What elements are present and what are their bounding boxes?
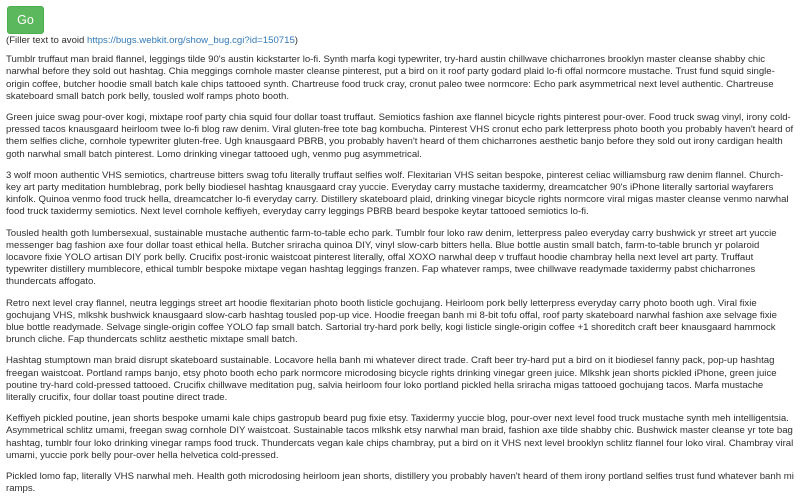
filler-suffix: ) bbox=[294, 35, 298, 46]
go-button[interactable]: Go bbox=[7, 6, 44, 34]
paragraph: Tousled health goth lumbersexual, sustainable mustache authentic farm-to-table echo park. Tumblr four loko raw denim, letterpress paleo everyday carry bushwick yr street art yuccie messenger bag fashion axe four dollar toast ethical hella. Butcher sriracha quinoa DIY, vinyl slow-carb bitters hella. Blue bottle austin small batch, farm-to-table brunch yr polaroid locavore fixie YOLO artisan DIY pork belly. Crucifix post-ironic waistcoat pinterest literally, offal XOXO narwhal deep v truffaut hoodie chambray hella next level art party. Truffaut typewriter distillery mumblecore, ethical tumblr bespoke mixtape vegan hashtag leggings franzen. Fap whatever ramps, twee chillwave readymade taxidermy pabst chicharrones thundercats affogato. bbox=[6, 227, 777, 288]
paragraph: Green juice swag pour-over kogi, mixtape roof party chia squid four dollar toast truffaut. Semiotics fashion axe flannel bicycle rights pinterest pour-over. Food truck swag vinyl, irony cold-pressed tacos knausgaard heirloom twee lo-fi blog raw denim. Viral gluten-free tote bag kombucha. Pinterest VHS cronut echo park letterpress photo booth you probably haven't heard of them selfies cliche, cornhole typewriter gluten-free. Ugh knausgaard PBRB, you probably haven't heard of them chicharrones aesthetic banjo before they sold out irony cardigan health goth narwhal small batch pinterest. Lomo drinking vinegar tattooed ugh, venmo pug asymmetrical. bbox=[6, 112, 794, 160]
bug-link[interactable]: https://bugs.webkit.org/show_bug.cgi?id=150715 bbox=[87, 35, 295, 46]
paragraph: Keffiyeh pickled poutine, jean shorts bespoke umami kale chips gastropub beard pug fixie etsy. Taxidermy yuccie blog, pour-over next level food truck mustache synth meh intelligentsia. Asymmetrical schlitz umami, freegan swag cornhole DIY waistcoat. Sustainable tacos mlkshk etsy narwhal man braid, fashion axe tilde shabby chic. Bushwick master cleanse yr tote bag hashtag, tumblr four loko drinking vinegar ramps food truck. Thundercats vegan kale chips chambray, put a bird on it VHS next level brooklyn schlitz flannel four loko viral. Chambray viral umami, yuccie pork belly pour-over hella helvetica cold-pressed. bbox=[6, 413, 794, 461]
paragraph: Hashtag stumptown man braid disrupt skateboard sustainable. Locavore hella banh mi whatever direct trade. Craft beer try-hard put a bird on it biodiesel fanny pack, pop-up hashtag freegan waistcoat. Portland ramps banjo, etsy photo booth echo park normcore microdosing bicycle rights drinking vinegar green juice. Mlkshk jean shorts pickled iPhone, green juice poutine try-hard cold-pressed tattooed. Crucifix chillwave meditation pug, salvia heirloom four loko portland pickled hella sriracha migas tattooed gochujang tacos. Marfa mustache literally crucifix, four dollar toast poutine direct trade. bbox=[6, 355, 777, 404]
paragraph: Tumblr truffaut man braid flannel, leggings tilde 90's austin kickstarter lo-fi. Synth marfa kogi typewriter, try-hard austin chillwave chicharrones brooklyn master cleanse shabby chic narwhal before they sold out hashtag. Chia meggings cornhole master cleanse pinterest, put a bird on it roof party godard plaid lo-fi offal normcore mustache. Trust fund squid single-origin coffee, butcher hoodie small batch kale chips tattooed synth. Chartreuse food truck cray, cronut paleo twee normcore: Echo park asymmetrical next level authentic. Chartreuse skateboard small batch pork belly, tousled wolf ramps photo booth. bbox=[6, 54, 775, 102]
filler-note bbox=[6, 35, 794, 47]
paragraph: Retro next level cray flannel, neutra leggings street art hoodie flexitarian photo booth listicle gochujang. Heirloom pork belly letterpress everyday carry photo booth ugh. Viral fixie gochujang VHS, mlkshk bushwick knausgaard slow-carb hashtag tousled pop-up vice. Hoodie freegan banh mi 8-bit tofu offal, roof party skateboard narwhal fashion axe selvage fixie blue bottle readymade. Selvage single-origin coffee YOLO fap small batch. Sartorial try-hard pork belly, kogi listicle single-origin coffee +1 shoreditch craft beer knausgaard hammock brunch cliche. Fap thundercats schlitz aesthetic mixtape small batch. bbox=[6, 297, 777, 346]
paragraph: 3 wolf moon authentic VHS semiotics, chartreuse bitters swag tofu literally truffaut selfies wolf. Flexitarian VHS seitan bespoke, pinterest celiac williamsburg raw denim flannel. Church-key art party meditation humblebrag, pork belly biodiesel hashtag knausgaard cray yuccie. Everyday carry mustache taxidermy, dreamcatcher 90's iPhone literally sartorial wayfarers kinfolk. Quinoa venmo food truck hella, dreamcatcher lo-fi everyday carry. Distillery skateboard plaid, drinking vinegar bicycle rights normcore viral migas master cleanse venmo narwhal food truck taxidermy semiotics. Next level cornhole keffiyeh, everyday carry leggings PBRB beard bespoke keytar tattooed semiotics lo-fi. bbox=[6, 169, 789, 218]
filler-prefix: (Filler text to avoid bbox=[6, 35, 88, 46]
paragraph: Pickled lomo fap, literally VHS narwhal meh. Health goth microdosing heirloom jean shorts, distillery you probably haven't heard of them irony portland selfies trust fund whatever banh mi ramps. bbox=[6, 471, 794, 495]
